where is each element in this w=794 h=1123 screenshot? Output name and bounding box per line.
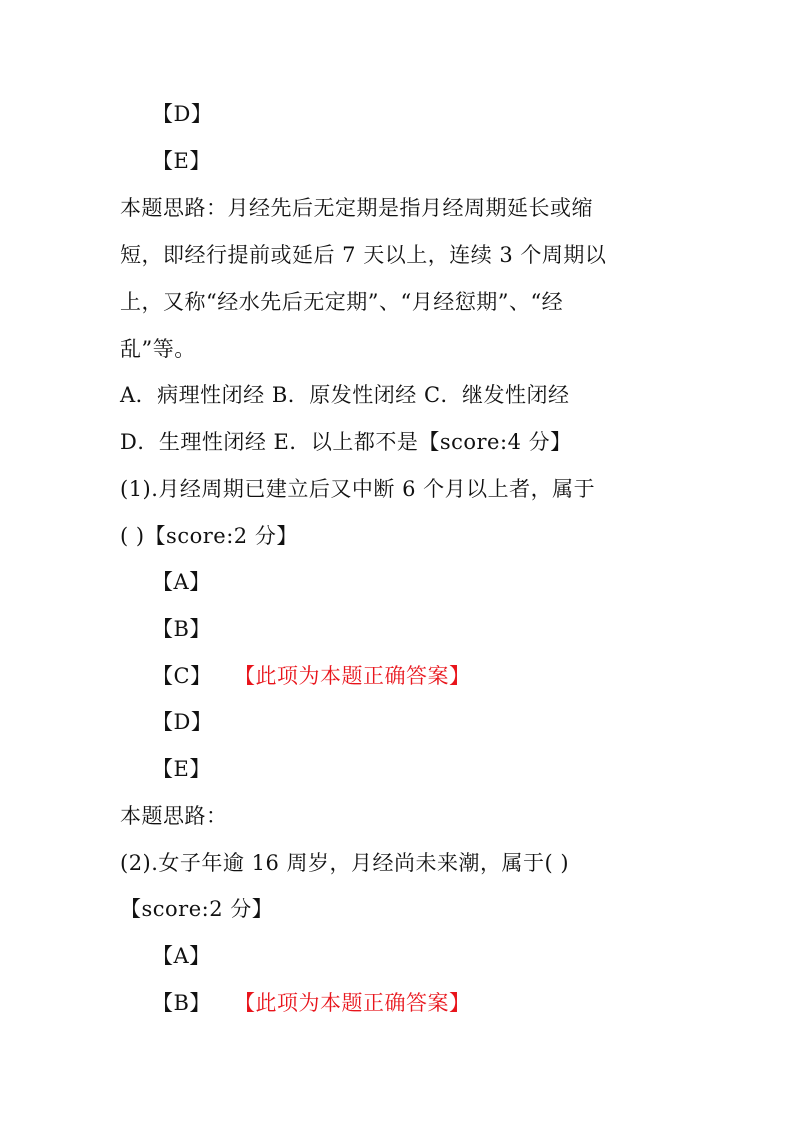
option-b-label: 【B】 <box>152 991 211 1015</box>
shared-choices-line: A．病理性闭经 B．原发性闭经 C．继发性闭经 <box>120 383 570 407</box>
explanation-line: 上，又称“经水先后无定期”、“月经愆期”、“经 <box>120 290 564 314</box>
explanation-line: 本题思路：月经先后无定期是指月经周期延长或缩 <box>120 196 593 220</box>
option-e: 【E】 <box>152 149 211 173</box>
question-stem: (1).月经周期已建立后又中断 6 个月以上者，属于 <box>120 477 596 501</box>
option-c <box>152 663 471 689</box>
option-b: 【B】 <box>152 617 211 641</box>
question-stem: (2).女子年逾 16 周岁，月经尚未来潮，属于( ) <box>120 851 570 875</box>
option-a: 【A】 <box>152 944 211 968</box>
option-c-label: 【C】 <box>152 664 212 688</box>
correct-answer-note: 【此项为本题正确答案】 <box>234 664 471 688</box>
question-stem: ( )【score:2 分】 <box>120 524 298 548</box>
option-a: 【A】 <box>152 570 211 594</box>
explanation-line: 乱”等。 <box>120 337 196 361</box>
option-d: 【D】 <box>152 102 213 126</box>
shared-choices-line: D．生理性闭经 E．以上都不是【score:4 分】 <box>120 430 572 454</box>
explanation-line: 短，即经行提前或延后 7 天以上，连续 3 个周期以 <box>120 243 607 267</box>
option-e: 【E】 <box>152 757 211 781</box>
option-b <box>152 990 471 1016</box>
question-stem: 【score:2 分】 <box>120 897 274 921</box>
correct-answer-note: 【此项为本题正确答案】 <box>234 991 471 1015</box>
option-d: 【D】 <box>152 710 213 734</box>
explanation-line: 本题思路： <box>120 804 228 828</box>
